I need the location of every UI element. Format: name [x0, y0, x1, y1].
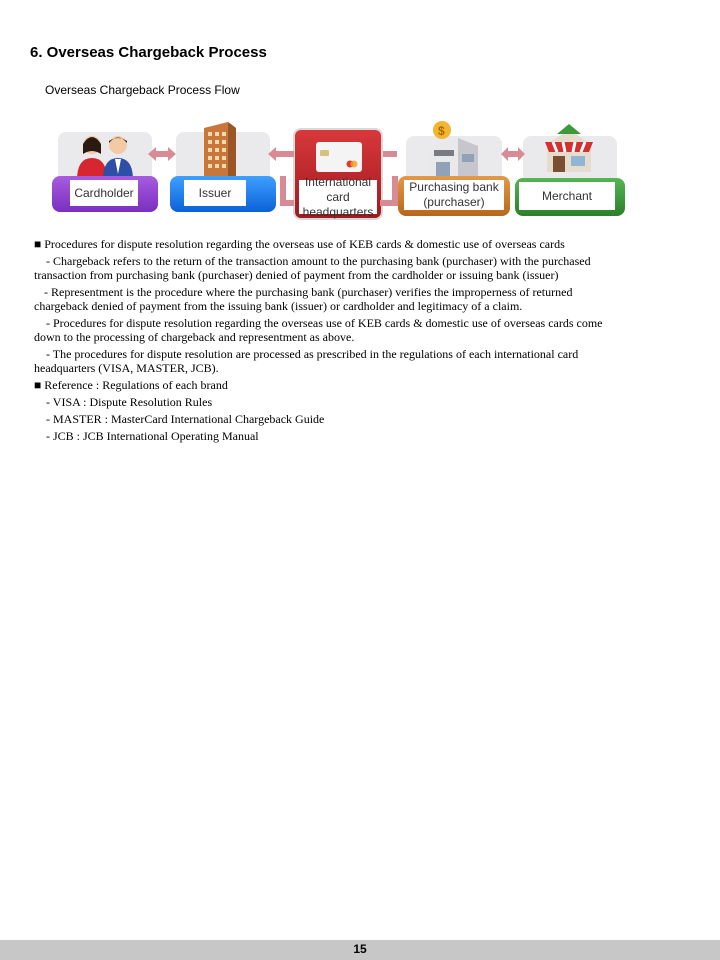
- purchasing-bank-label-line1: Purchasing bank: [409, 180, 499, 194]
- body-text: [34, 237, 684, 443]
- arrow-headquarters-to-issuer-lower: [276, 176, 294, 208]
- arrow-issuer-to-headquarters: [268, 146, 294, 162]
- merchant-box: [515, 178, 625, 216]
- issuer-box: [170, 176, 276, 212]
- cardholder-box: [52, 176, 158, 212]
- purchasing-bank-box: [398, 176, 510, 216]
- chargeback-line1: - Chargeback refers to the return of the transaction amount to the purchasing bank (purchaser) with the purchased: [46, 254, 591, 268]
- arrow-purchasing-bank-to-headquarters: [383, 146, 397, 162]
- headquarters-label-line1: International: [304, 174, 372, 189]
- procedures-line2: down to the processing of chargeback and representment as above.: [34, 330, 355, 344]
- procedures-line1: - Procedures for dispute resolution regarding the overseas use of KEB cards & domestic use of overseas cards come: [46, 316, 603, 330]
- node-cardholder: [52, 132, 158, 216]
- svg-text:$: $: [438, 124, 445, 138]
- node-purchasing-bank: [398, 124, 510, 220]
- bullet-reference: ■ Reference : Regulations of each brand: [34, 378, 228, 392]
- page-number-footer: [0, 940, 720, 960]
- node-card-headquarters: [293, 128, 383, 220]
- double-arrow-bank-merchant: [501, 146, 525, 162]
- merchant-label: Merchant: [519, 182, 615, 210]
- flow-subtitle: Overseas Chargeback Process Flow: [45, 83, 240, 97]
- bank-icon: [428, 120, 482, 182]
- reference-master: - MASTER : MasterCard International Chargeback Guide: [46, 412, 325, 426]
- building-icon: [200, 120, 240, 182]
- headquarters-label-line2: card headquarters: [302, 189, 374, 219]
- issuer-label: Issuer: [184, 180, 246, 206]
- purchasing-bank-label-line2: (purchaser): [423, 195, 485, 209]
- store-icon: [543, 120, 595, 180]
- node-merchant: [515, 132, 625, 220]
- headquarters-box: [293, 128, 383, 220]
- credit-card-icon: [316, 142, 362, 172]
- reference-jcb: - JCB : JCB International Operating Manual: [46, 429, 259, 443]
- representment-line1: - Representment is the procedure where the purchasing bank (purchaser) verifies the improperness of returned: [44, 285, 573, 299]
- representment-line2: chargeback denied of payment from the issuing bank (issuer) or cardholder and legitimacy of a claim.: [34, 299, 523, 313]
- regulations-line1: - The procedures for dispute resolution are processed as prescribed in the regulations of each international card: [46, 347, 579, 361]
- process-flow-diagram: [0, 110, 720, 225]
- cardholder-icon: [72, 132, 138, 182]
- cardholder-label: Cardholder: [70, 180, 138, 206]
- bullet-dispute-resolution: ■ Procedures for dispute resolution regarding the overseas use of KEB cards & domestic use of overseas cards: [34, 237, 565, 251]
- page-title: 6. Overseas Chargeback Process: [30, 44, 267, 61]
- chargeback-line2: transaction from purchasing bank (purchaser) denied of payment from the cardholder or issuing bank (issuer): [34, 268, 559, 282]
- page-number: 15: [353, 942, 367, 956]
- double-arrow-cardholder-issuer: [148, 146, 176, 162]
- reference-visa: - VISA : Dispute Resolution Rules: [46, 395, 213, 409]
- arrow-headquarters-to-purchasing-bank-lower: [380, 176, 402, 208]
- node-issuer: [170, 132, 276, 216]
- regulations-line2: headquarters (VISA, MASTER, JCB).: [34, 361, 219, 375]
